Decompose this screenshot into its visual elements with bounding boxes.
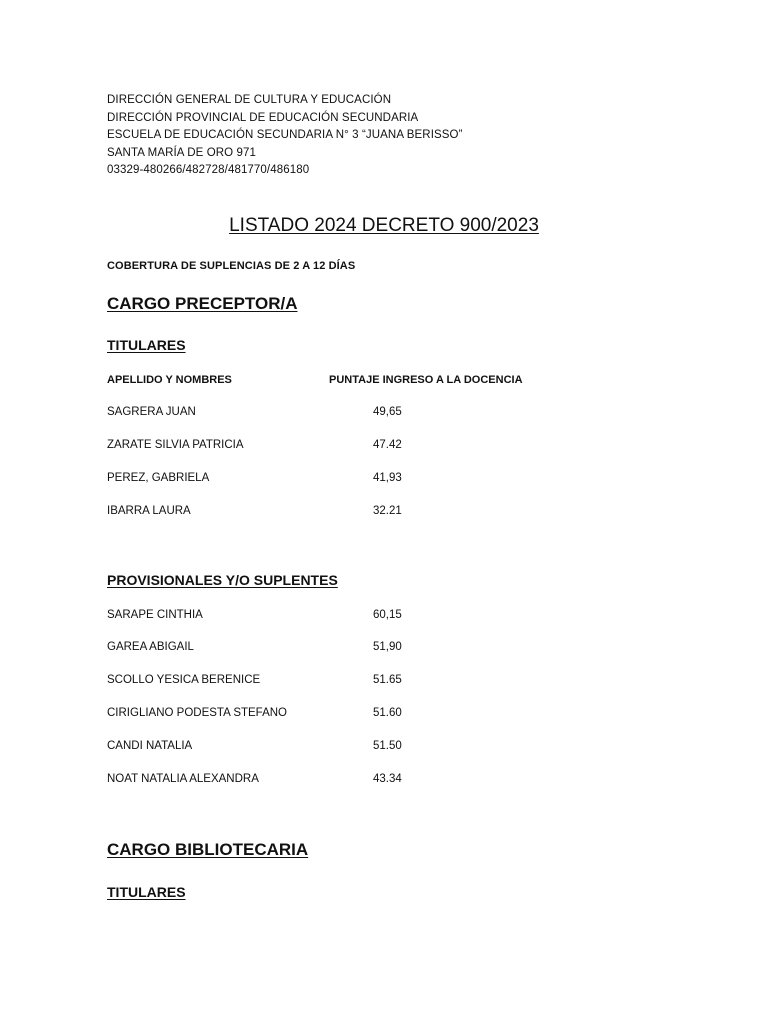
list-item <box>107 740 607 756</box>
list-item-score: 51,90 <box>373 641 402 653</box>
column-header-name: APELLIDO Y NOMBRES <box>107 374 232 386</box>
list-item <box>107 707 607 723</box>
list-item-score: 51.65 <box>373 674 402 686</box>
section-title-preceptor: CARGO PRECEPTOR/A <box>107 294 298 313</box>
group-title-provisionales: PROVISIONALES Y/O SUPLENTES <box>107 572 338 588</box>
list-item <box>107 773 607 789</box>
list-item <box>107 641 607 657</box>
list-item <box>107 472 607 488</box>
list-item-name: IBARRA LAURA <box>107 505 191 517</box>
group-title-titulares-bibliotecaria: TITULARES <box>107 884 186 900</box>
header-line-address: SANTA MARÍA DE ORO 971 <box>107 146 256 159</box>
list-item <box>107 674 607 690</box>
list-item-score: 60,15 <box>373 609 402 621</box>
list-item-name: SAGRERA JUAN <box>107 406 196 418</box>
list-item-score: 51.60 <box>373 707 402 719</box>
header-line-direction-general: DIRECCIÓN GENERAL DE CULTURA Y EDUCACIÓN <box>107 94 392 106</box>
list-item <box>107 406 607 422</box>
list-item <box>107 609 607 625</box>
list-item-name: GAREA ABIGAIL <box>107 641 194 653</box>
section-title-bibliotecaria: CARGO BIBLIOTECARIA <box>107 840 309 859</box>
document-title: LISTADO 2024 DECRETO 900/2023 <box>229 215 539 236</box>
list-item-name: SCOLLO YESICA BERENICE <box>107 674 261 686</box>
list-item-name: SARAPE CINTHIA <box>107 609 203 621</box>
header-line-school-name: ESCUELA DE EDUCACIÓN SECUNDARIA N° 3 “JUANA BERISSO” <box>107 129 463 141</box>
list-item-score: 47.42 <box>373 439 402 451</box>
header-line-direction-provincial: DIRECCIÓN PROVINCIAL DE EDUCACIÓN SECUNDARIA <box>107 111 419 124</box>
list-item-name: PEREZ, GABRIELA <box>107 472 210 484</box>
list-item-name: ZARATE SILVIA PATRICIA <box>107 439 244 451</box>
institution-header <box>107 92 463 180</box>
list-item <box>107 505 607 521</box>
document-subtitle: COBERTURA DE SUPLENCIAS DE 2 A 12 DÍAS <box>107 260 356 272</box>
list-item-name: CIRIGLIANO PODESTA STEFANO <box>107 707 287 719</box>
list-item-score: 49,65 <box>373 406 402 418</box>
group-title-titulares: TITULARES <box>107 337 186 353</box>
list-item-name: NOAT NATALIA ALEXANDRA <box>107 773 259 785</box>
list-item-score: 32.21 <box>373 505 402 517</box>
header-line-phones: 03329-480266/482728/481770/486180 <box>107 164 310 176</box>
list-item-score: 41,93 <box>373 472 402 484</box>
list-item-score: 43.34 <box>373 773 402 785</box>
list-item-name: CANDI NATALIA <box>107 740 193 752</box>
list-item-score: 51.50 <box>373 740 402 752</box>
list-item <box>107 439 607 455</box>
column-header-score: PUNTAJE INGRESO A LA DOCENCIA <box>329 374 523 386</box>
